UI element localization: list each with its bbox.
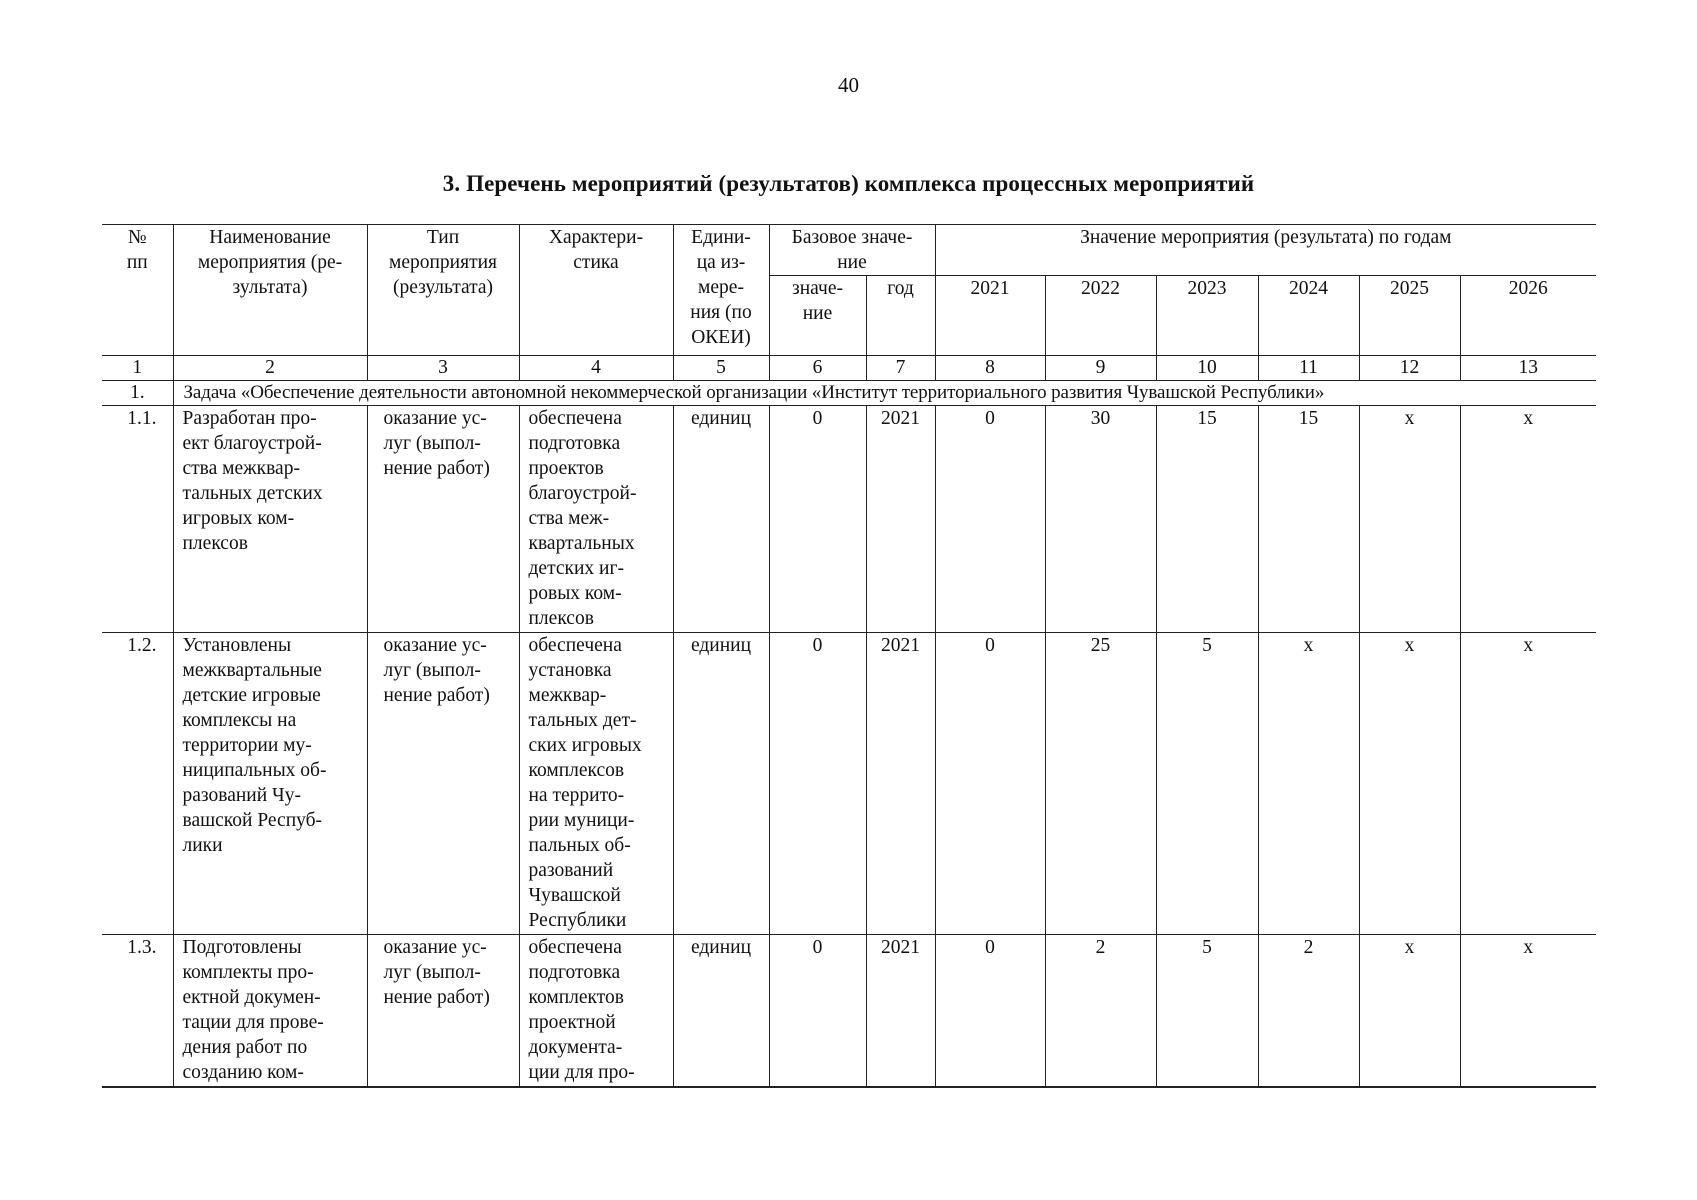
row-base-value: 0 [769,406,866,633]
column-number: 5 [673,356,769,381]
row-value-2024: 15 [1258,406,1359,633]
section-title: 3. Перечень мероприятий (результатов) комплекса процессных мероприятий [442,171,1255,196]
row-base-value: 0 [769,633,866,935]
row-value-2026: x [1460,633,1596,935]
header-base-value: значе- ние [769,276,866,356]
row-value-2022: 2 [1045,935,1156,1087]
column-number: 6 [769,356,866,381]
row-name: Установлены межквартальные детские игровые комплексы на территории му- ниципальных об- разований Чу- вашской Респуб- лики [173,633,367,935]
task-number: 1. [102,381,173,406]
row-number: 1.3. [102,935,173,1087]
header-year-2023: 2023 [1156,276,1258,356]
header-num: № пп [102,225,173,356]
header-unit: Едини- ца из- мере- ния (по ОКЕИ) [673,225,769,356]
header-base-year: год [866,276,935,356]
row-value-2022: 30 [1045,406,1156,633]
row-value-2024: 2 [1258,935,1359,1087]
row-value-2021: 0 [935,406,1045,633]
row-value-2021: 0 [935,935,1045,1087]
row-value-2024: x [1258,633,1359,935]
row-name: Разработан про- ект благоустрой- ства межквар- тальных детских игровых ком- плексов [173,406,367,633]
header-characteristic: Характери- стика [519,225,673,356]
header-year-2025: 2025 [1359,276,1460,356]
row-characteristic: обеспечена подготовка комплектов проектной документа- ции для про- [519,935,673,1087]
column-number: 13 [1460,356,1596,381]
table-row [102,633,1596,935]
column-number: 11 [1258,356,1359,381]
column-number: 10 [1156,356,1258,381]
column-number: 3 [367,356,519,381]
row-name: Подготовлены комплекты про- ектной докумен- тации для прове- дения работ по созданию ком- [173,935,367,1087]
header-type: Тип мероприятия (результата) [367,225,519,356]
header-year-2024: 2024 [1258,276,1359,356]
row-type: оказание ус- луг (выпол- нение работ) [367,935,519,1087]
table-row [102,406,1596,633]
row-characteristic: обеспечена установка межквар- тальных дет- ских игровых комплексов на террито- рии муници- пальных об- разований Чувашской Республики [519,633,673,935]
header-year-2026: 2026 [1460,276,1596,356]
column-number-row [102,356,1596,381]
row-number: 1.2. [102,633,173,935]
row-value-2026: x [1460,935,1596,1087]
row-value-2026: x [1460,406,1596,633]
header-year-2021: 2021 [935,276,1045,356]
activities-table [102,224,1596,1088]
row-value-2025: x [1359,935,1460,1087]
column-number: 1 [102,356,173,381]
row-value-2021: 0 [935,633,1045,935]
row-type: оказание ус- луг (выпол- нение работ) [367,633,519,935]
column-number: 7 [866,356,935,381]
column-number: 4 [519,356,673,381]
row-characteristic: обеспечена подготовка проектов благоустрой- ства меж- квартальных детских иг- ровых ком- плексов [519,406,673,633]
row-unit: единиц [673,935,769,1087]
row-base-year: 2021 [866,633,935,935]
task-row [102,381,1596,406]
header-years-group: Значение мероприятия (результата) по годам [935,225,1596,276]
column-number: 2 [173,356,367,381]
row-base-year: 2021 [866,935,935,1087]
header-row-1 [102,225,1596,276]
page-number: 40 [838,73,859,97]
row-value-2023: 15 [1156,406,1258,633]
column-number: 9 [1045,356,1156,381]
header-base: Базовое значе- ние [769,225,935,276]
row-unit: единиц [673,406,769,633]
row-value-2025: x [1359,633,1460,935]
table-row [102,935,1596,1087]
row-base-year: 2021 [866,406,935,633]
row-value-2025: x [1359,406,1460,633]
row-value-2022: 25 [1045,633,1156,935]
column-number: 12 [1359,356,1460,381]
row-value-2023: 5 [1156,935,1258,1087]
row-value-2023: 5 [1156,633,1258,935]
row-type: оказание ус- луг (выпол- нение работ) [367,406,519,633]
task-text: Задача «Обеспечение деятельности автономной некоммерческой организации «Институт территориального развития Чувашской Республики» [173,381,1596,406]
header-name: Наименование мероприятия (ре- зультата) [173,225,367,356]
row-base-value: 0 [769,935,866,1087]
row-unit: единиц [673,633,769,935]
row-number: 1.1. [102,406,173,633]
column-number: 8 [935,356,1045,381]
header-year-2022: 2022 [1045,276,1156,356]
